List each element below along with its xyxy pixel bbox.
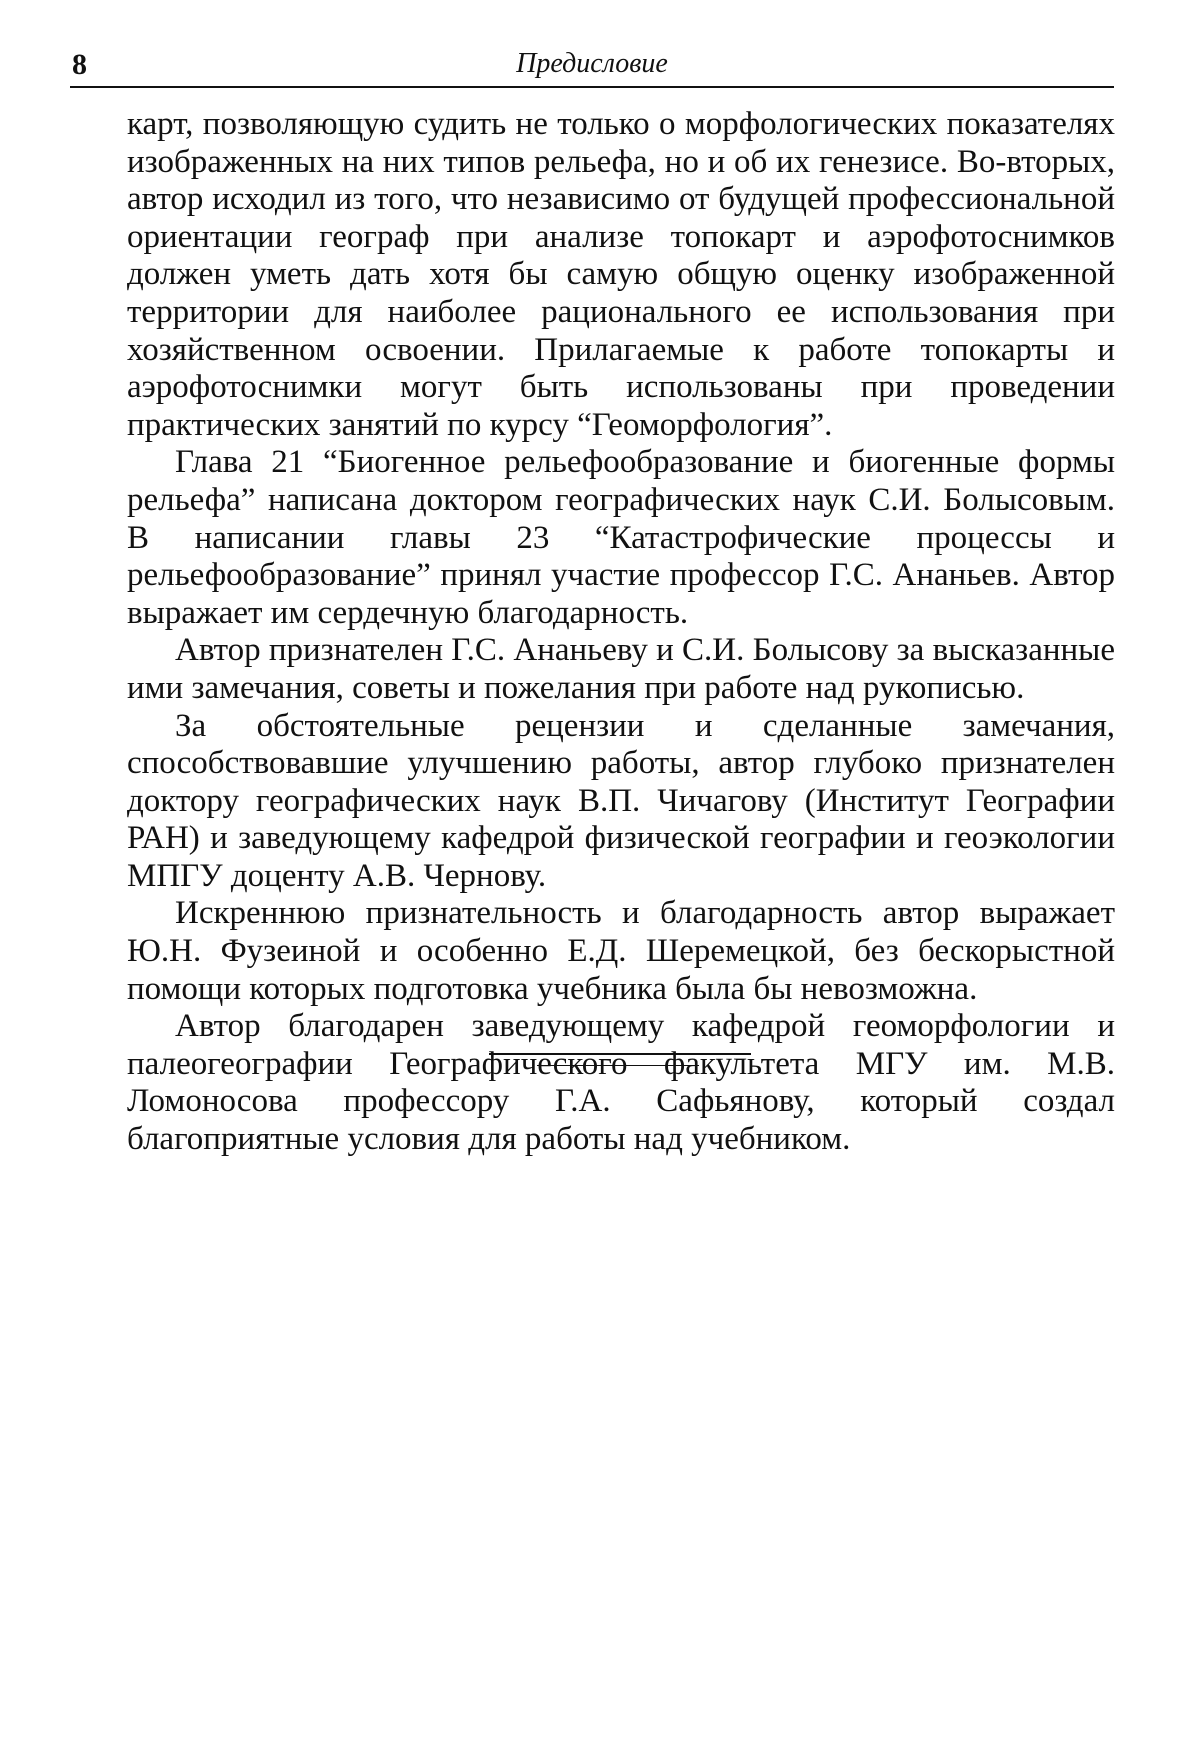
body-text: [127, 106, 1115, 1159]
paragraph-thanks-reviewers: Автор признателен Г.С. Ананьеву и С.И. Болысову за высказанные ими замечания, советы и пожелания при работе над рукописью.: [127, 632, 1115, 706]
paragraph-thanks-reviews: За обстоятельные рецензии и сделанные замечания, способствовавшие улучшению работы, автор глубоко признателен доктору географических наук В.П. Чичагову (Институт Географии РАН) и заведующему кафедрой физической географии и геоэкологии МПГУ доценту А.В. Чернову.: [127, 707, 1115, 894]
paragraph-thanks-assistance: Искреннюю признательность и благодарность автор выражает Ю.Н. Фузеиной и особенно Е.Д. Шеремецкой, без бескорыстной помощи которых подготовка учебника была бы невозможна.: [127, 895, 1115, 1007]
paragraph-continued: карт, позволяющую судить не только о морфологических показателях изображенных на них типов рельефа, но и об их генезисе. Во-вторых, автор исходил из того, что независимо от будущей профессиональной ориентации географ при анализе топокарт и аэрофотоснимков должен уметь дать хотя бы самую общую оценку изображенной территории для наиболее рационального ее использования при хозяйственном освоении. Прилагаемые к работе топокарты и аэрофотоснимки могут быть использованы при проведении практических занятий по курсу “Геоморфология”.: [127, 106, 1115, 443]
ornament-rule-short: [537, 1065, 699, 1066]
page-number: 8: [72, 48, 87, 81]
section-end-ornament: [489, 1053, 751, 1071]
ornament-rule-long: [489, 1053, 751, 1055]
paragraph-thanks-department: Автор благодарен заведующему кафедрой геоморфологии и палеогеографии Географического факультета МГУ им. М.В. Ломоносова профессору Г.А. Сафьянову, который создал благоприятные условия для работы над учебником.: [127, 1008, 1115, 1158]
paragraph-chapter-credits: Глава 21 “Биогенное рельефообразование и биогенные формы рельефа” написана доктором географических наук С.И. Болысовым. В написании главы 23 “Катастрофические процессы и рельефообразование” принял участие профессор Г.С. Ананьев. Автор выражает им сердечную благодарность.: [127, 444, 1115, 631]
running-title: Предисловие: [516, 48, 668, 79]
running-head: [70, 44, 1114, 82]
header-rule: [70, 86, 1114, 88]
